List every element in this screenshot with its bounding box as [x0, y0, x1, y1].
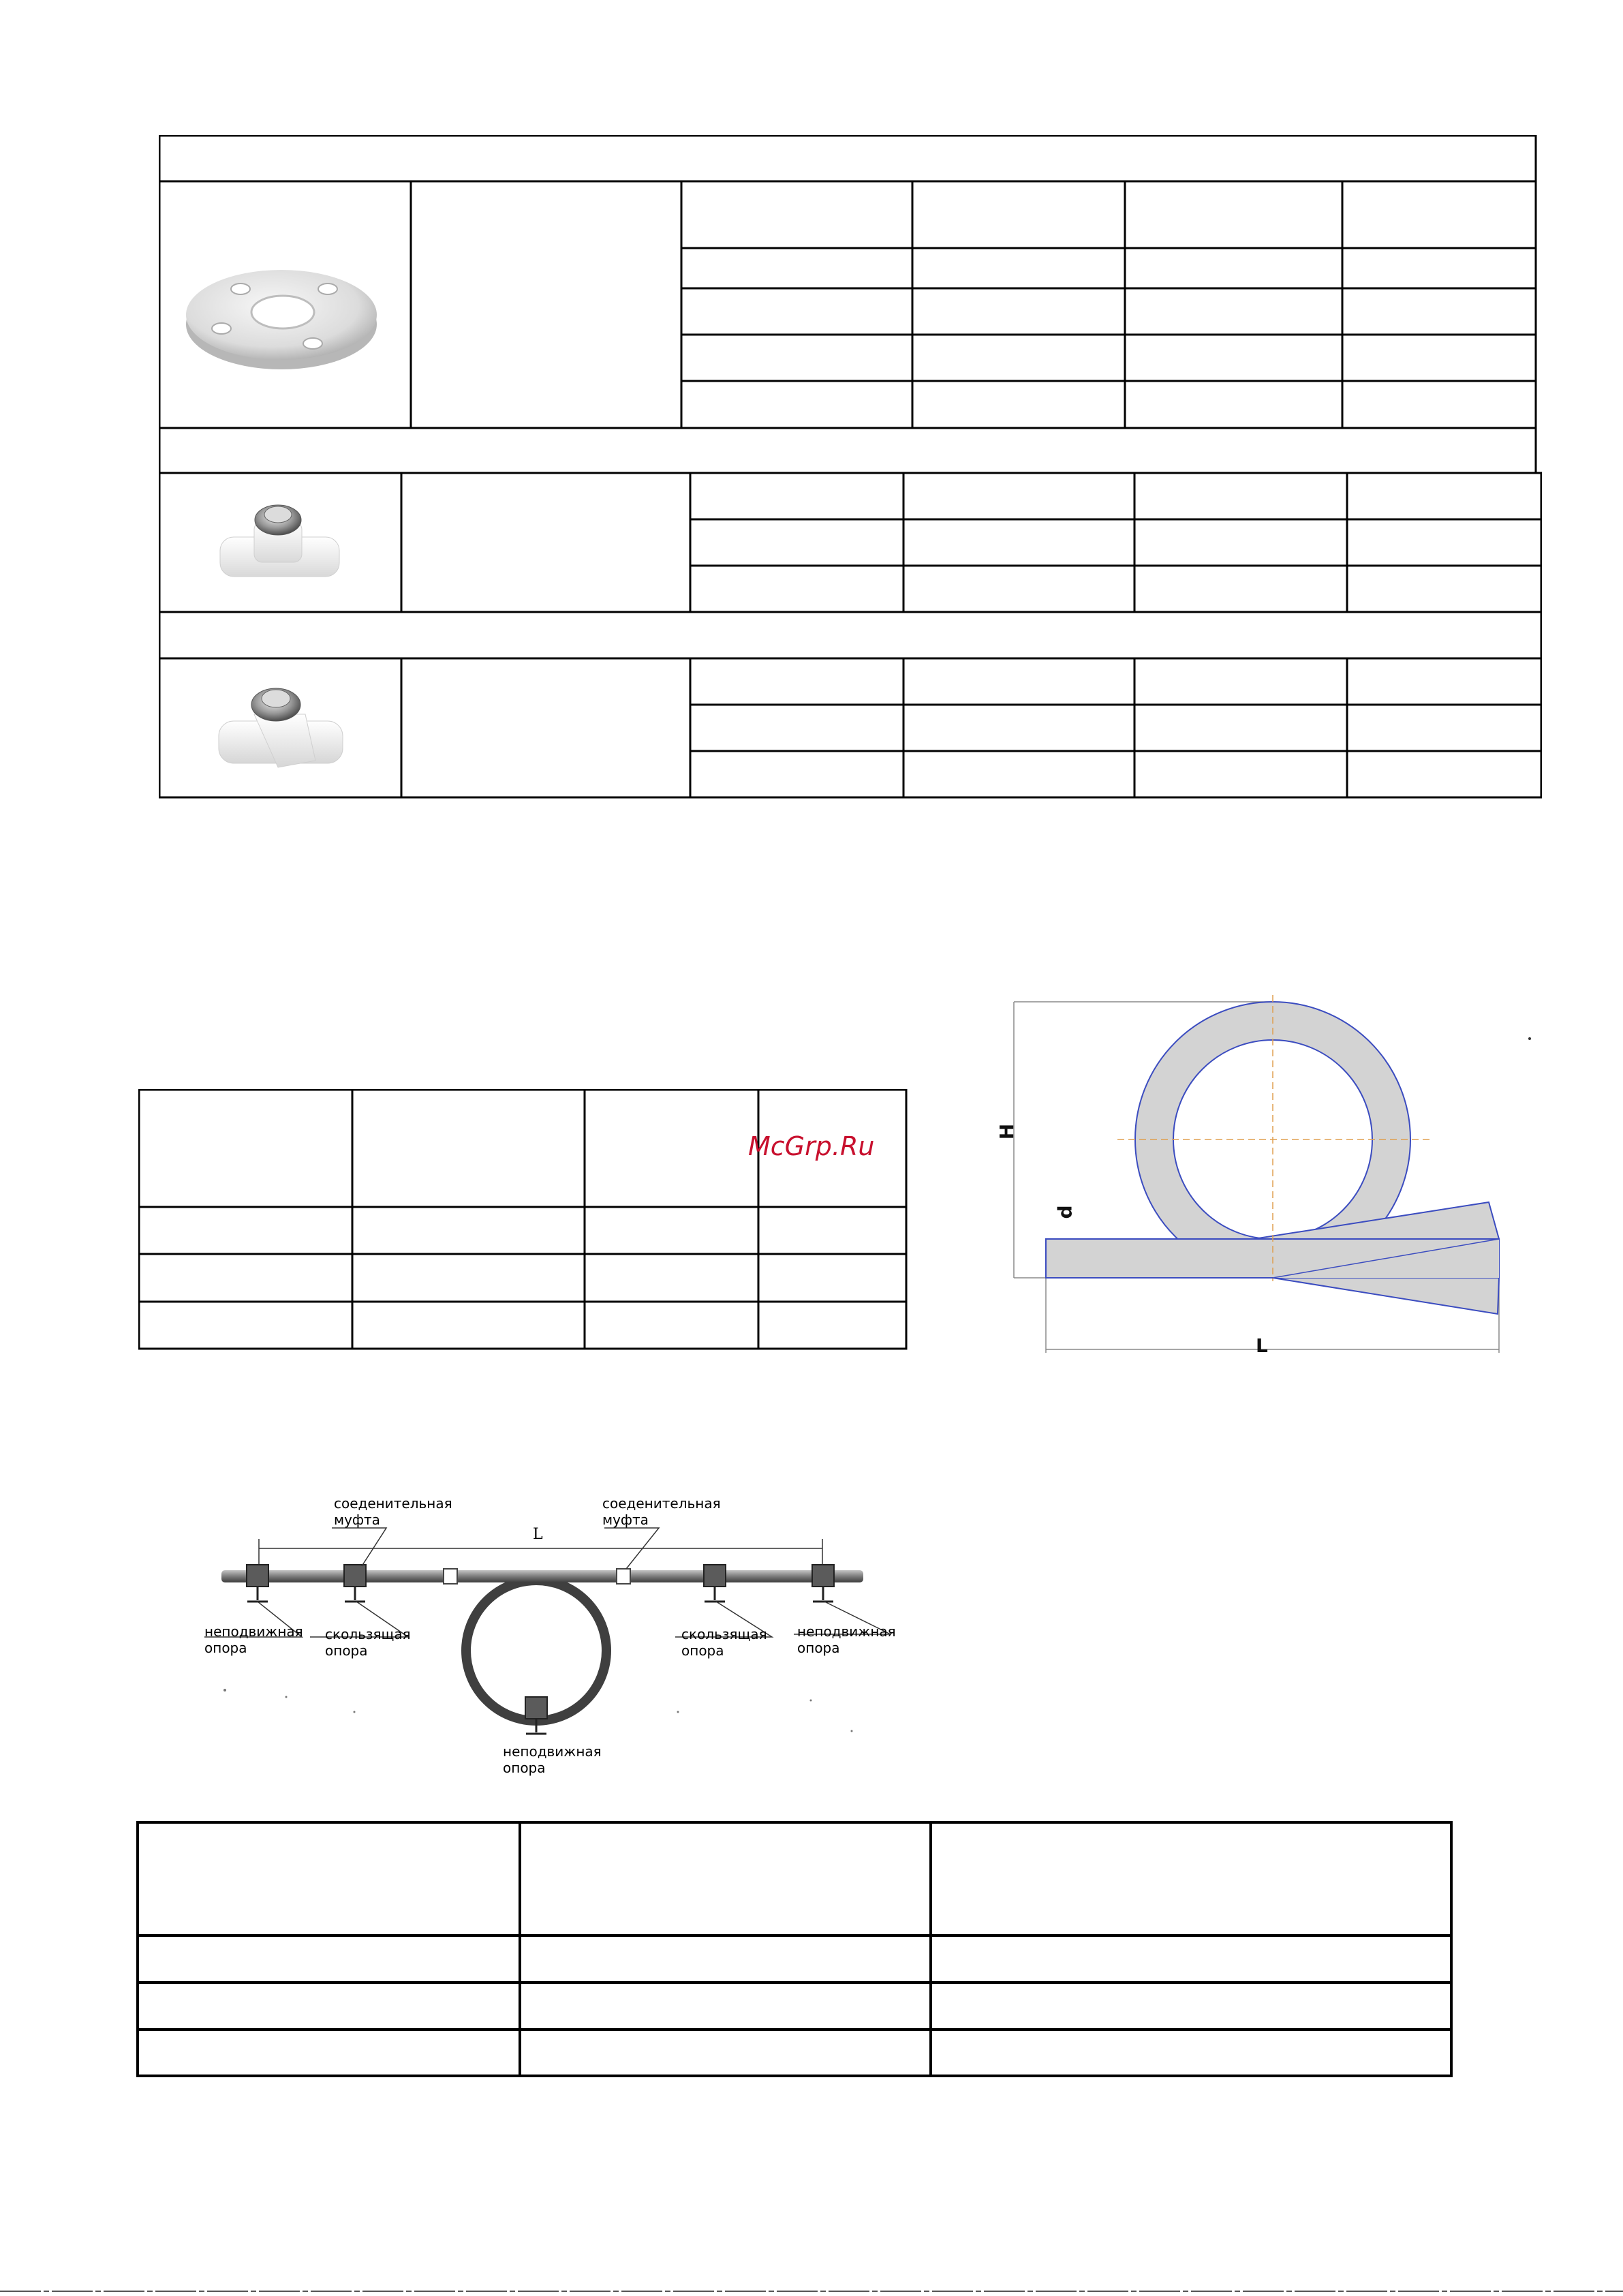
label-coupling-right-line1: соеденительная	[602, 1495, 721, 1512]
dimension-h: H	[995, 1123, 1019, 1140]
label-fixed-support-right-line1: неподвижная	[797, 1623, 896, 1640]
label-sliding-support-right	[681, 1626, 767, 1659]
label-sliding-support-left	[325, 1626, 411, 1659]
label-fixed-support-right	[797, 1623, 896, 1656]
loop-dimension-diagram	[995, 981, 1540, 1363]
label-coupling-left-line2: муфта	[334, 1512, 380, 1528]
label-coupling-right	[602, 1495, 721, 1528]
label-fixed-support-bottom	[503, 1743, 602, 1776]
flange-image	[179, 244, 390, 380]
watermark: McGrp.Ru	[748, 1131, 875, 1161]
loop-size-table	[138, 1089, 908, 1351]
label-coupling-left-line1: соеденительная	[334, 1495, 452, 1512]
page-bottom-edge	[0, 2287, 1623, 2295]
label-fixed-support-left-line2: опора	[204, 1640, 247, 1656]
label-fixed-support-bottom-line2: опора	[503, 1760, 546, 1776]
dimension-d: d	[1053, 1205, 1077, 1219]
label-fixed-support-right-line2: опора	[797, 1640, 840, 1656]
label-fixed-support-left-line1: неподвижная	[204, 1623, 303, 1640]
filter-image-2	[213, 680, 350, 779]
label-sliding-support-left-line2: опора	[325, 1642, 368, 1659]
filter-image-1	[213, 500, 350, 592]
label-fixed-support-bottom-line1: неподвижная	[503, 1743, 602, 1760]
fittings-table-grid	[159, 135, 1542, 799]
label-fixed-support-left	[204, 1623, 303, 1656]
label-coupling-right-line2: муфта	[602, 1512, 649, 1528]
compensator-table	[136, 1821, 1454, 2080]
label-sliding-support-right-line2: опора	[681, 1642, 724, 1659]
label-sliding-support-left-line1: скользящая	[325, 1626, 411, 1642]
dimension-l: L	[1256, 1334, 1268, 1357]
fittings-table	[159, 135, 1542, 799]
label-length: L	[533, 1526, 543, 1543]
label-sliding-support-right-line1: скользящая	[681, 1626, 767, 1642]
label-coupling-left	[334, 1495, 452, 1528]
